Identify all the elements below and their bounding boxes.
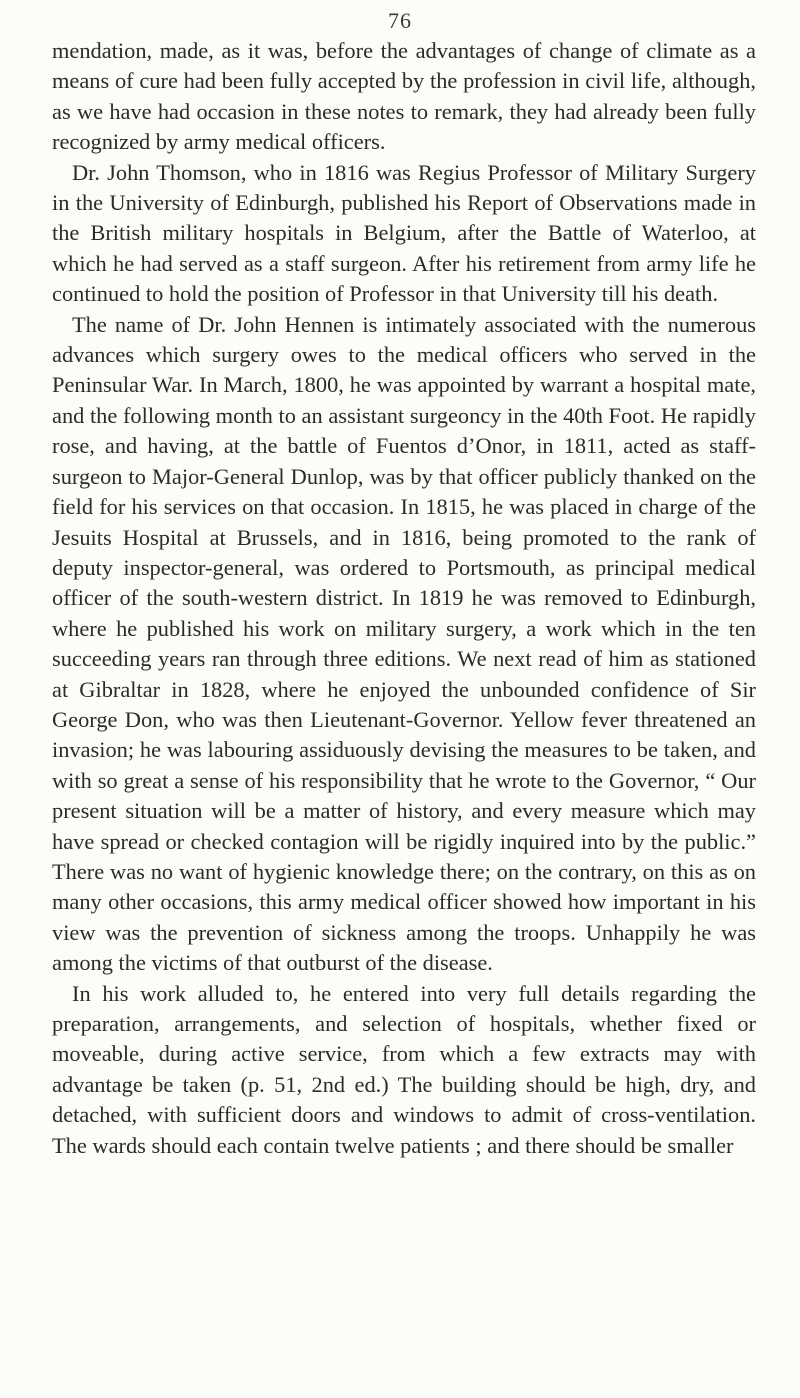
- page-number: 76: [388, 8, 412, 33]
- paragraph-1: mendation, made, as it was, before the advantages of change of climate as a means of cure had been fully accepted by the profession in civil life, although, as we have had occasion in these notes to remark, they had already been fully recognized by army medical officers.: [52, 38, 756, 155]
- paragraph-3: The name of Dr. John Hennen is intimately associated with the numerous advances which surgery owes to the medical officers who served in the Peninsular War. In March, 1800, he was appointed by warrant a hospital mate, and the following month to an assistant surgeoncy in the 40th Foot. He rapidly rose, and having, at the battle of Fuentos d’Onor, in 1811, acted as staff-surgeon to Major-General Dunlop, was by that officer publicly thanked on the field for his services on that occasion. In 1815, he was placed in charge of the Jesuits Hospital at Brussels, and in 1816, being promoted to the rank of deputy inspector-general, was ordered to Portsmouth, as principal medical officer of the south-western district. In 1819 he was removed to Edinburgh, where he published his work on military surgery, a work which in the ten succeeding years ran through three editions. We next read of him as stationed at Gibraltar in 1828, where he enjoyed the unbounded confidence of Sir George Don, who was then Lieutenant-Governor. Yellow fever threatened an invasion; he was labouring assiduously devising the measures to be taken, and with so great a sense of his responsibility that he wrote to the Governor, “ Our present situation will be a matter of history, and every measure which may have spread or checked contagion will be rigidly inquired into by the public.” There was no want of hygienic knowledge there; on the contrary, on this as on many other occasions, this army medical officer showed how important in his view was the prevention of sickness among the troops. Unhappily he was among the victims of that outburst of the disease.: [52, 311, 756, 976]
- paragraph-2: Dr. John Thomson, who in 1816 was Regius Professor of Military Surgery in the University of Edinburgh, published his Report of Observations made in the British military hospitals in Belgium, after the Battle of Waterloo, at which he had served as a staff surgeon. After his retirement from army life he continued to hold the position of Professor in that University till his death.: [52, 159, 756, 307]
- body-text: [52, 36, 756, 1161]
- paragraph-4: In his work alluded to, he entered into very full details regarding the preparation, arrangements, and selection of hospitals, whether fixed or moveable, during active service, from which a few extracts may with advantage be taken (p. 51, 2nd ed.) The building should be high, dry, and detached, with sufficient doors and windows to admit of cross-ventilation. The wards should each contain twelve patients ; and there should be smaller: [52, 980, 756, 1158]
